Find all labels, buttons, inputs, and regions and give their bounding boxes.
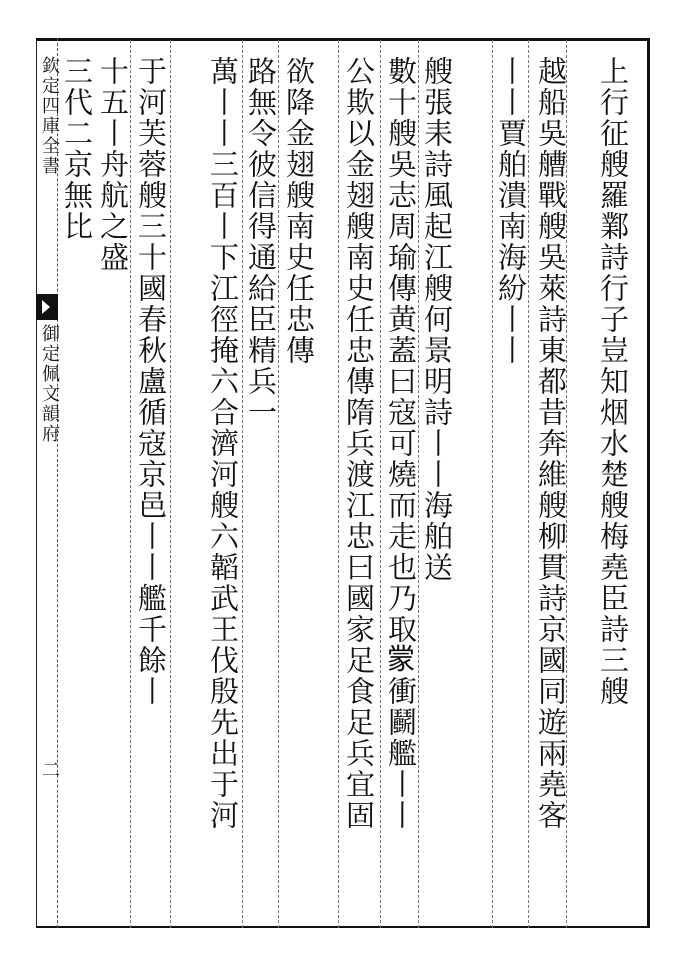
column-rule [170, 40, 171, 928]
text-column: 丨丨賈舶潰南海紛丨丨 [494, 56, 528, 366]
column-rule [492, 40, 493, 928]
column-rule [338, 40, 339, 928]
text-column: 萬丨丨三百丨下江徑掩六合濟河艘六韜武王伐殷先出于河 [206, 56, 240, 831]
text-column: 越船吳艚戰艘吳萊詩東都昔奔維艘柳貫詩京國同遊兩堯客 [534, 56, 568, 831]
column-rule [528, 40, 529, 928]
text-column: 數十艘吳志周瑜傳黄蓋曰寇可燒而走也乃取𫎇衝鬬艦丨丨 [384, 56, 418, 831]
column-rule [278, 40, 279, 928]
column-rule [130, 40, 131, 928]
text-column: 艘張耒詩風起江艘何景明詩丨丨海舶送 [420, 56, 454, 583]
gutter-work-title: 御定佩文韻府 [39, 324, 60, 444]
gutter-book-title: 欽定四庫全書 [39, 56, 60, 176]
gutter-page-number: 二 [39, 760, 60, 780]
column-rule [418, 40, 419, 928]
column-rule [242, 40, 243, 928]
column-rule [380, 40, 381, 928]
text-column: 欲降金翅艘南史任忠傳 [282, 56, 316, 366]
text-column: 上行征艘羅鄴詩行子豈知烟水楚艘梅堯臣詩三艘 [596, 56, 630, 707]
text-column: 三代二京無比 [60, 56, 94, 242]
text-column: 于河芙蓉艘三十國春秋盧循寇京邑丨丨艦千餘丨 [134, 56, 168, 707]
text-column: 公欺以金翅艘南史任忠傳隋兵渡江忠曰國家足食足兵宜固 [342, 56, 376, 831]
text-column: 十五丨舟航之盛 [96, 56, 130, 273]
fish-tail-mark-icon [36, 294, 58, 320]
text-column: 路無令彼信得通給臣精兵一 [244, 56, 278, 428]
